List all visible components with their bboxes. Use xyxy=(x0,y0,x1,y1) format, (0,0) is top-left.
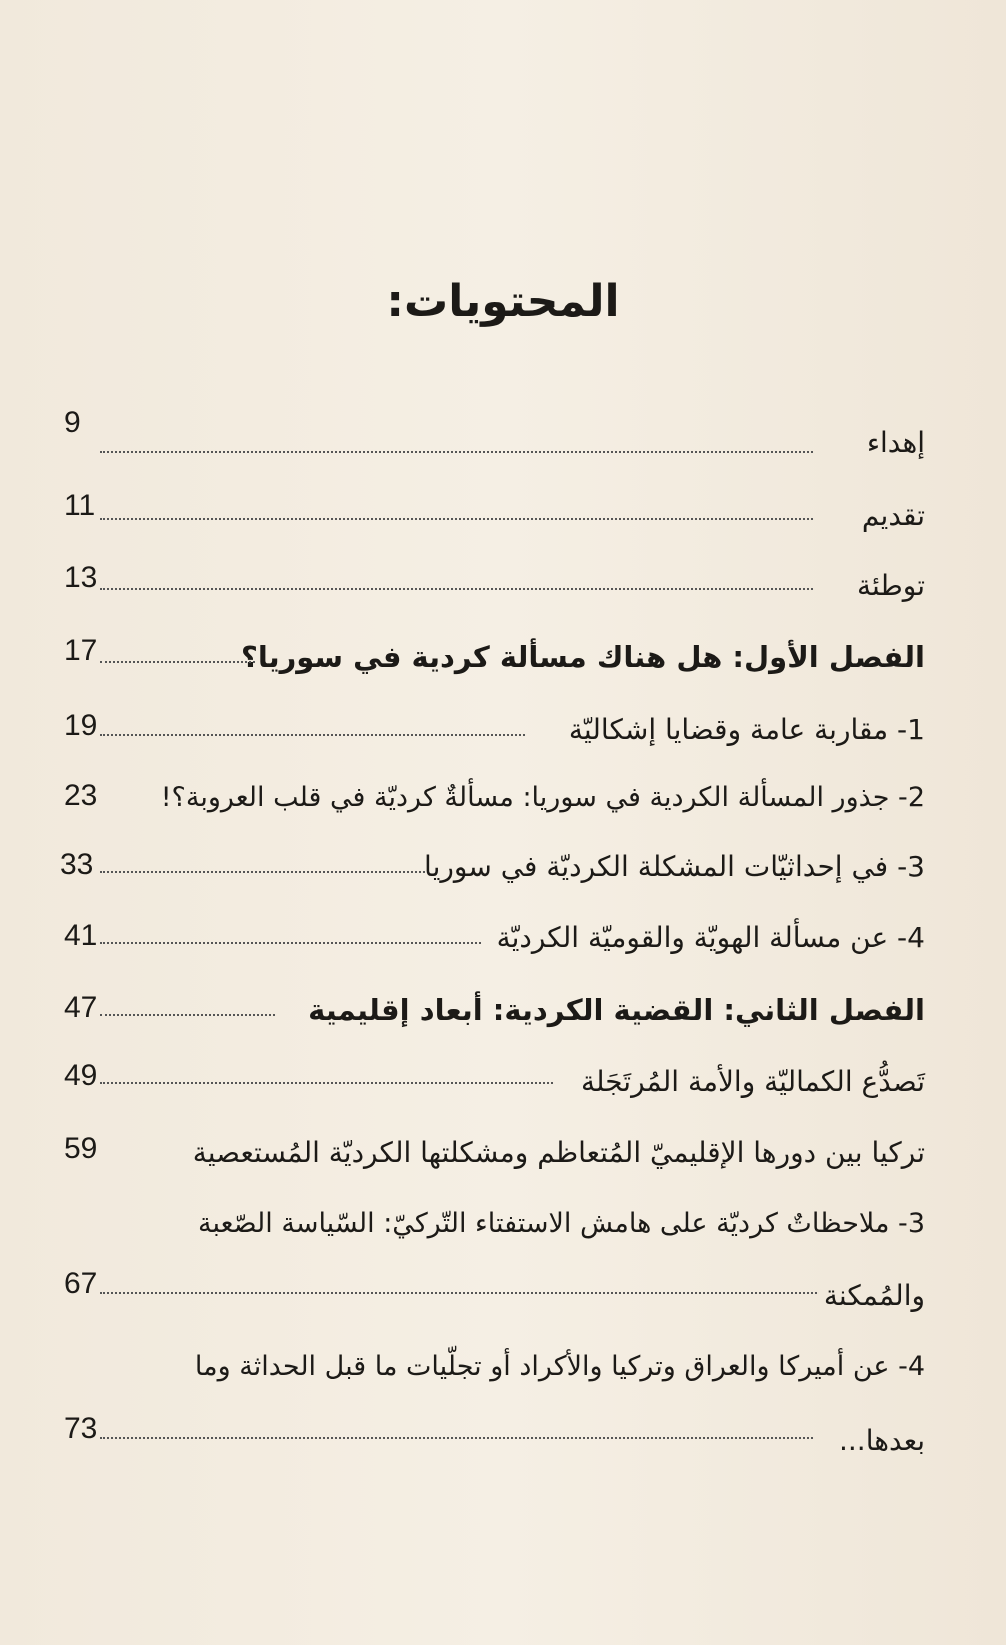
toc-entry xyxy=(60,561,925,622)
toc-entry xyxy=(60,1132,925,1193)
toc-chapter-label: الفصل الأول: هل هناك مسألة كردية في سوريا؟ xyxy=(241,640,925,674)
toc-entry xyxy=(60,709,925,768)
toc-entry-page-number: 73 xyxy=(64,1412,98,1445)
toc-entry-page-number: 23 xyxy=(64,779,98,812)
toc-entry-page-number: 67 xyxy=(64,1267,98,1300)
toc-entry xyxy=(60,779,925,836)
toc-entry-label: 2- جذور المسألة الكردية في سوريا: مسألةٌ كرديّة في قلب العروبة؟! xyxy=(160,782,925,813)
dot-leader xyxy=(100,734,525,736)
dot-leader xyxy=(100,661,255,663)
toc-entry-label: 4- عن مسألة الهويّة والقوميّة الكرديّة xyxy=(496,921,925,954)
dot-leader xyxy=(100,451,813,453)
toc-entry-label-continuation: بعدها... xyxy=(839,1424,925,1457)
toc-entry-label: تَصدُّع الكماليّة والأمة المُرتَجَلة xyxy=(580,1065,925,1098)
dot-leader xyxy=(100,942,481,944)
dot-leader xyxy=(100,518,813,520)
toc-entry xyxy=(60,919,925,980)
toc-entry xyxy=(60,1208,925,1342)
toc-entry-label: 4- عن أميركا والعراق وتركيا والأكراد أو تجلّيات ما قبل الحداثة وما xyxy=(194,1351,925,1382)
toc-entry-label-continuation: والمُمكنة xyxy=(823,1279,925,1312)
toc-entry-page-number: 17 xyxy=(64,634,98,667)
toc-entry-label: 3- في إحداثيّات المشكلة الكرديّة في سوريا xyxy=(424,850,925,883)
toc-entry-page-number: 13 xyxy=(64,561,98,594)
toc-entry xyxy=(60,406,925,465)
toc-entry xyxy=(60,489,925,550)
dot-leader xyxy=(100,1437,813,1439)
toc-entry-page-number: 41 xyxy=(64,919,98,952)
toc-entry-page-number: 11 xyxy=(64,489,96,522)
toc-entry-label: إهداء xyxy=(866,426,925,459)
toc-entry-page-number: 49 xyxy=(64,1059,98,1092)
toc-entry-page-number: 47 xyxy=(64,991,98,1024)
toc-entry-page-number: 19 xyxy=(64,709,98,742)
dot-leader xyxy=(100,1014,275,1016)
page-title: المحتويات: xyxy=(386,276,620,327)
toc-entry-page-number: 9 xyxy=(64,406,81,439)
toc-entry-label: 3- ملاحظاتٌ كرديّة على هامش الاستفتاء التّركيّ: السّياسة الصّعبة xyxy=(197,1208,925,1239)
toc-entry xyxy=(60,848,925,907)
toc-entry-page-number: 59 xyxy=(64,1132,98,1165)
dot-leader xyxy=(100,871,425,873)
toc-entry-label: توطئة xyxy=(856,569,925,602)
dot-leader xyxy=(100,588,813,590)
toc-entry-page-number: 33 xyxy=(60,848,94,881)
toc-chapter-entry xyxy=(60,634,925,695)
toc-entry xyxy=(60,1351,925,1485)
toc-entry-label: تركيا بين دورها الإقليميّ المُتعاظم ومشكلتها الكرديّة المُستعصية xyxy=(192,1136,925,1169)
toc-entry-label: تقديم xyxy=(861,499,925,532)
toc-entry xyxy=(60,1059,925,1120)
toc-chapter-entry xyxy=(60,991,925,1050)
dot-leader xyxy=(100,1082,553,1084)
toc-chapter-label: الفصل الثاني: القضية الكردية: أبعاد إقليمية xyxy=(308,993,925,1027)
toc-entry-label: 1- مقاربة عامة وقضايا إشكاليّة xyxy=(568,713,925,746)
dot-leader xyxy=(100,1292,817,1294)
